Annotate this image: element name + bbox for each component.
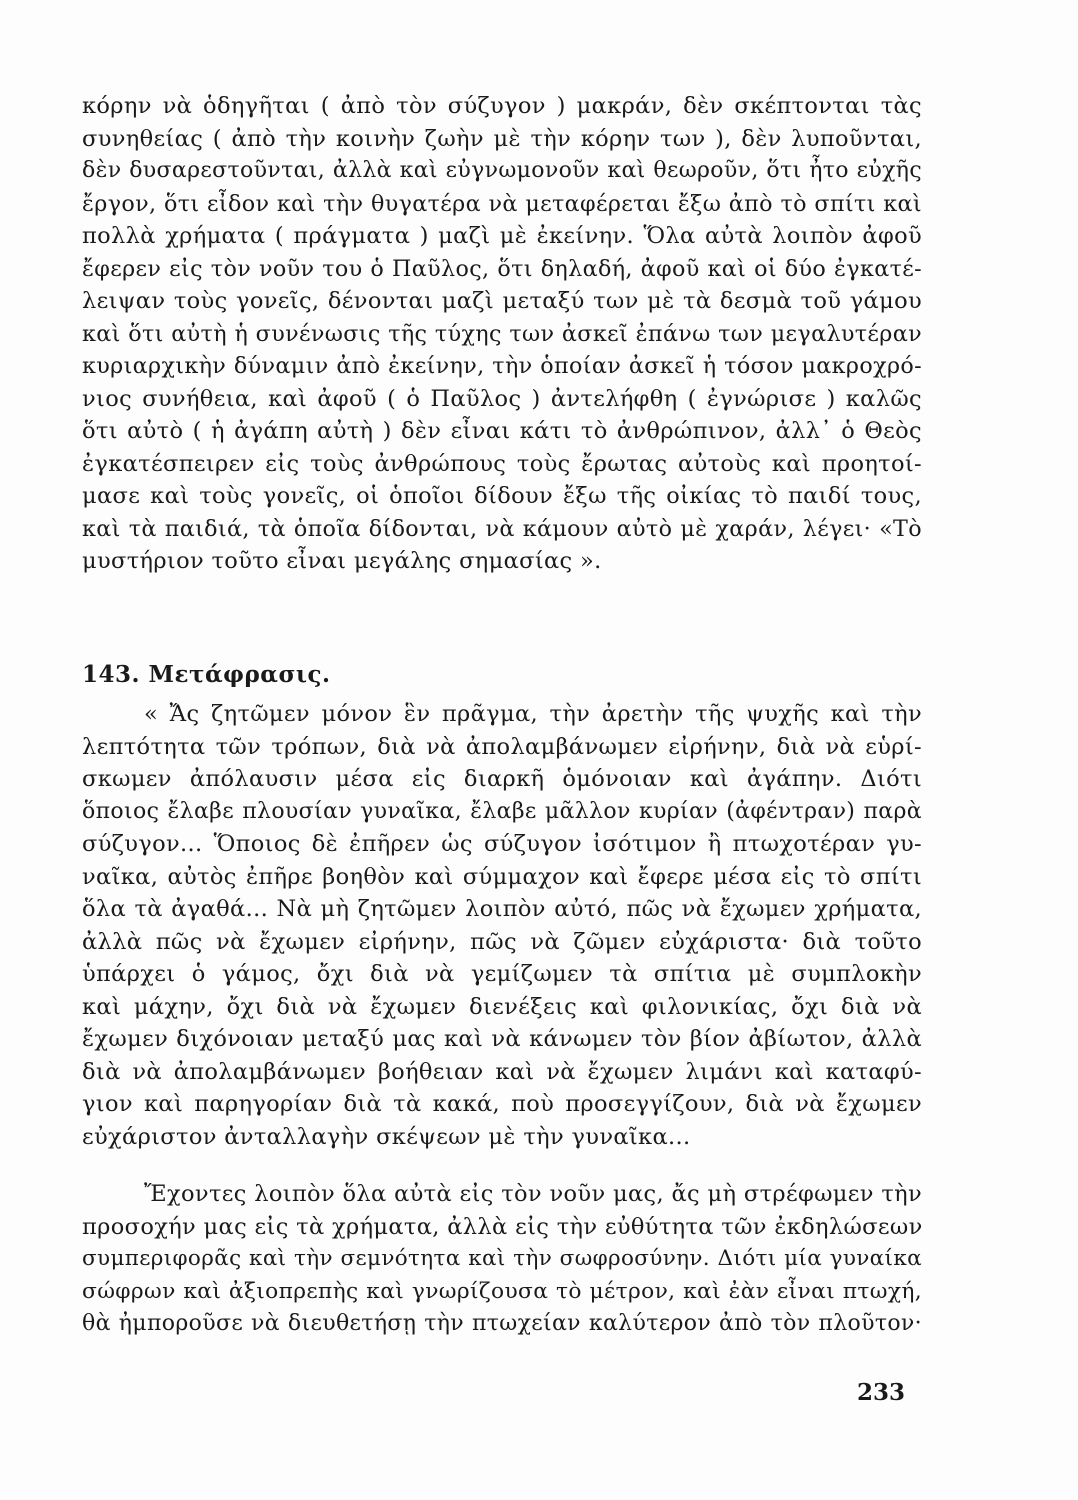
text-line: ὅτι αὐτὸ ( ἡ ἀγάπη αὐτὴ ) δὲν εἶναι κάτι τὸ ἀνθρώπινον, ἀλλ᾽ ὁ Θεὸς [82,418,922,444]
text-line: λεπτότητα τῶν τρόπων, διὰ νὰ ἀπολαμβάνωμεν εἰρήνην, διὰ νὰ εὑρί- [82,733,922,760]
text-line: γιον καὶ παρηγορίαν διὰ τὰ κακά, ποὺ προσεγγίζουν, διὰ νὰ ἔχωμεν [82,1091,922,1117]
text-line: συμπεριφορᾶς καὶ τὴν σεμνότητα καὶ τὴν σωφροσύνην. Διότι μία γυναίκα [82,1246,922,1271]
text-line: λειψαν τοὺς γονεῖς, δένονται μαζὶ μεταξύ των μὲ τὰ δεσμὰ τοῦ γάμου [82,288,922,314]
text-line: ναῖκα, αὐτὸς ἐπῆρε βοηθὸν καὶ σύμμαχον καὶ ἔφερε μέσα εἰς τὸ σπίτι [82,863,922,890]
paragraph-continued [82,90,922,578]
text-line: ἔφερεν εἰς τὸν νοῦν του ὁ Παῦλος, ὅτι δηλαδή, ἀφοῦ καὶ οἱ δύο ἐγκατέ- [82,255,922,282]
text-line: ἔχωμεν διχόνοιαν μεταξύ μας καὶ νὰ κάνωμεν τὸν βίον ἀβίωτον, ἀλλὰ [82,1026,922,1052]
text-line: μασε καὶ τοὺς γονεῖς, οἱ ὁποῖοι δίδουν ἔξω τῆς οἰκίας τὸ παιδί τους, [82,483,922,509]
page-number: 233 [857,1379,906,1406]
text-line: καὶ τὰ παιδιά, τὰ ὁποῖα δίδονται, νὰ κάμουν αὐτὸ μὲ χαράν, λέγει· «Τὸ [82,515,922,542]
text-line: Ἔχοντες λοιπὸν ὅλα αὐτὰ εἰς τὸν νοῦν μας, ἄς μὴ στρέφωμεν τὴν [144,1181,922,1207]
text-line: σώφρων καὶ ἀξιοπρεπὴς καὶ γνωρίζουσα τὸ μέτρον, καὶ ἐὰν εἶναι πτωχή, [82,1278,922,1304]
text-line: προσοχήν μας εἰς τὰ χρήματα, ἀλλὰ εἰς τὴν εὐθύτητα τῶν ἐκδηλώσεων [82,1213,923,1240]
text-line: σύζυγον... Ὅποιος δὲ ἐπῆρεν ὡς σύζυγον ἰσότιμον ἢ πτωχοτέραν γυ- [82,831,922,857]
text-line: κυριαρχικὴν δύναμιν ἀπὸ ἐκείνην, τὴν ὁποίαν ἀσκεῖ ἡ τόσον μακροχρό- [82,353,922,379]
paragraph-conclusion [82,1178,922,1341]
text-line: διὰ νὰ ἀπολαμβάνωμεν βοήθειαν καὶ νὰ ἔχωμεν λιμάνι καὶ καταφύ- [82,1058,922,1085]
text-line: πολλὰ χρήματα ( πράγματα ) μαζὶ μὲ ἐκείνην. Ὅλα αὐτὰ λοιπὸν ἀφοῦ [82,223,922,249]
text-line: ὅποιος ἔλαβε πλουσίαν γυναῖκα, ἔλαβε μᾶλλον κυρίαν (ἀφέντραν) παρὰ [82,798,922,824]
text-line: μυστήριον τοῦτο εἶναι μεγάλης σημασίας ». [82,548,602,574]
text-line: σκωμεν ἀπόλαυσιν μέσα εἰς διαρκῆ ὁμόνοιαν καὶ ἀγάπην. Διότι [82,766,922,792]
text-line: ὅλα τὰ ἀγαθά... Νὰ μὴ ζητῶμεν λοιπὸν αὐτό, πῶς νὰ ἔχωμεν χρήματα, [82,896,922,922]
text-line: ἐγκατέσπειρεν εἰς τοὺς ἀνθρώπους τοὺς ἔρωτας αὐτοὺς καὶ προητοί- [82,450,922,477]
section-heading: 143. Μετάφρασις. [82,661,331,688]
text-line: ἀλλὰ πῶς νὰ ἔχωμεν εἰρήνην, πῶς νὰ ζῶμεν εὐχάριστα· διὰ τοῦτο [82,928,922,955]
text-line: νιος συνήθεια, καὶ ἀφοῦ ( ὁ Παῦλος ) ἀντελήφθη ( ἐγνώρισε ) καλῶς [82,385,922,412]
text-line: κόρην νὰ ὁδηγῆται ( ἀπὸ τὸν σύζυγον ) μακράν, δὲν σκέπτονται τὰς [82,93,922,119]
text-line: εὐχάριστον ἀνταλλαγὴν σκέψεων μὲ τὴν γυναῖκα... [82,1123,691,1150]
text-line: θὰ ἠμποροῦσε νὰ διευθετήσῃ τὴν πτωχείαν καλύτερον ἀπὸ τὸν πλοῦτον· [82,1311,922,1336]
text-line: συνηθείας ( ἀπὸ τὴν κοινὴν ζωὴν μὲ τὴν κόρην των ), δὲν λυποῦνται, [82,125,922,152]
text-line: ἔργον, ὅτι εἶδον καὶ τὴν θυγατέρα νὰ μεταφέρεται ἔξω ἀπὸ τὸ σπίτι καὶ [82,190,922,217]
text-line: ὑπάρχει ὁ γάμος, ὄχι διὰ νὰ γεμίζωμεν τὰ σπίτια μὲ συμπλοκὴν [82,961,922,987]
text-line: « Ἄς ζητῶμεν μόνον ἓν πρᾶγμα, τὴν ἀρετὴν τῆς ψυχῆς καὶ τὴν [144,701,922,727]
text-line: καὶ μάχην, ὄχι διὰ νὰ ἔχωμεν διενέξεις καὶ φιλονικίας, ὄχι διὰ νὰ [82,993,922,1020]
text-line: δὲν δυσαρεστοῦνται, ἀλλὰ καὶ εὐγνωμονοῦν καὶ θεωροῦν, ὅτι ἦτο εὐχῆς [82,158,922,183]
text-line: καὶ ὅτι αὐτὴ ἡ συνένωσις τῆς τύχης των ἀσκεῖ ἐπάνω των μεγαλυτέραν [82,320,922,347]
paragraph-translation [82,698,922,1153]
